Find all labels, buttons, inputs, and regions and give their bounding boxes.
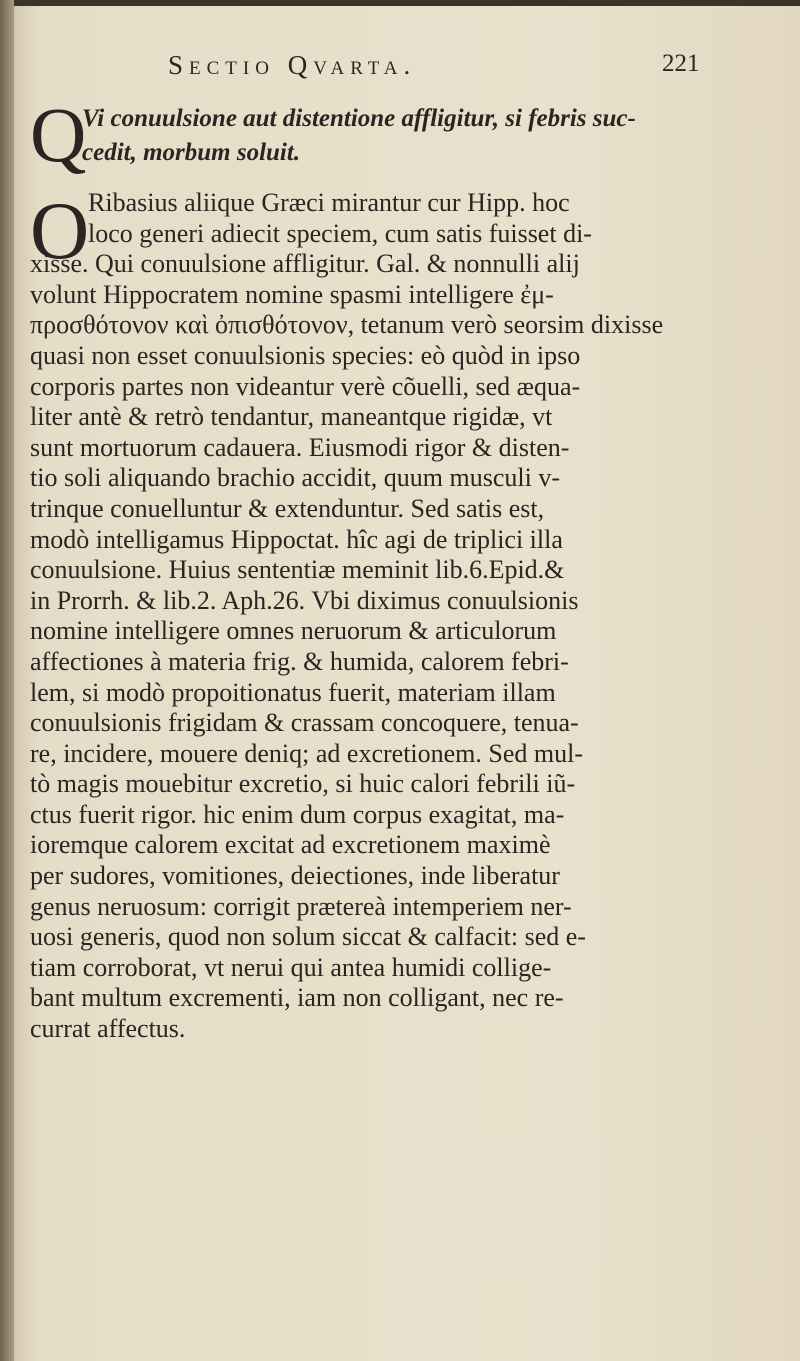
commentary-line: modò intelligamus Hippoctat. hîc agi de triplici illa [30,524,563,554]
commentary-line: sunt mortuorum cadauera. Eiusmodi rigor & disten- [30,432,570,462]
commentary-line: Ribasius aliique Græci mirantur cur Hipp. hoc [88,188,570,217]
commentary-line: trinque conuelluntur & extenduntur. Sed satis est, [30,493,545,523]
page-top-edge [0,0,800,6]
commentary-line: uosi generis, quod non solum siccat & calfacit: sed e- [30,922,586,952]
commentary-line: per sudores, vomitiones, deiectiones, inde liberatur [30,861,560,891]
commentary-line: lem, si modò propoitionatus fuerit, materiam illam [30,677,556,707]
commentary-line: xisse. Qui conuulsione affligitur. Gal. & nonnulli alij [30,249,580,279]
commentary-line: volunt Hippocratem nomine spasmi intelligere ἐμ- [30,279,554,309]
commentary-line: re, incidere, mouere deniq; ad excretionem. Sed mul- [30,738,584,768]
running-head: Sectio Qvarta. [168,50,417,80]
commentary-line: affectiones à materia frig. & humida, calorem febri- [30,646,569,676]
aphorism-drop-cap: Q [30,91,87,178]
page-number: 221 [662,50,700,77]
commentary-line: tò magis mouebitur excretio, si huic calori febrili iũ- [30,769,576,799]
commentary-line: ctus fuerit rigor. hic enim dum corpus exagitat, ma- [30,799,565,829]
commentary-line: tio soli aliquando brachio accidit, quum musculi v- [30,463,561,493]
commentary-line: tiam corroborat, vt nerui qui antea humidi collige- [30,952,552,982]
commentary-line: genus neruosum: corrigit prætereà intemperiem ner- [30,891,572,921]
commentary-line: currat affectus. [30,1014,186,1044]
commentary-line: quasi non esset conuulsionis species: eò quòd in ipso [30,340,581,370]
aphorism-text [82,102,722,170]
commentary-line: nomine intelligere omnes neruorum & articulorum [30,616,557,646]
commentary-block [30,185,720,1045]
aphorism-line: cedit, morbum soluit. [82,139,301,166]
commentary-line: ioremque calorem excitat ad excretionem maximè [30,830,551,860]
commentary-line: bant multum excrementi, iam non colligant, nec re- [30,983,564,1013]
binding-gutter [0,0,14,1361]
page-header [0,48,800,88]
commentary-line: in Prorrh. & lib.2. Aph.26. Vbi diximus conuulsionis [30,585,579,615]
commentary-line: loco generi adiecit speciem, cum satis fuisset di- [88,218,592,248]
aphorism-block [30,91,720,180]
commentary-line: conuulsionis frigidam & crassam concoquere, tenua- [30,708,579,738]
commentary-line: προσθότονον καὶ ὀπισθότονον, tetanum verò seorsim dixisse [30,310,664,340]
commentary-line: liter antè & retrò tendantur, maneantque rigidæ, vt [30,402,553,432]
aphorism-line: Vi conuulsione aut distentione affligitur, si febris suc- [82,105,636,132]
commentary-line: corporis partes non videantur verè cõuelli, sed æqua- [30,371,581,401]
commentary-drop-cap: O [30,185,90,276]
commentary-line: conuulsione. Huius sententiæ meminit lib.6.Epid.& [30,555,565,585]
